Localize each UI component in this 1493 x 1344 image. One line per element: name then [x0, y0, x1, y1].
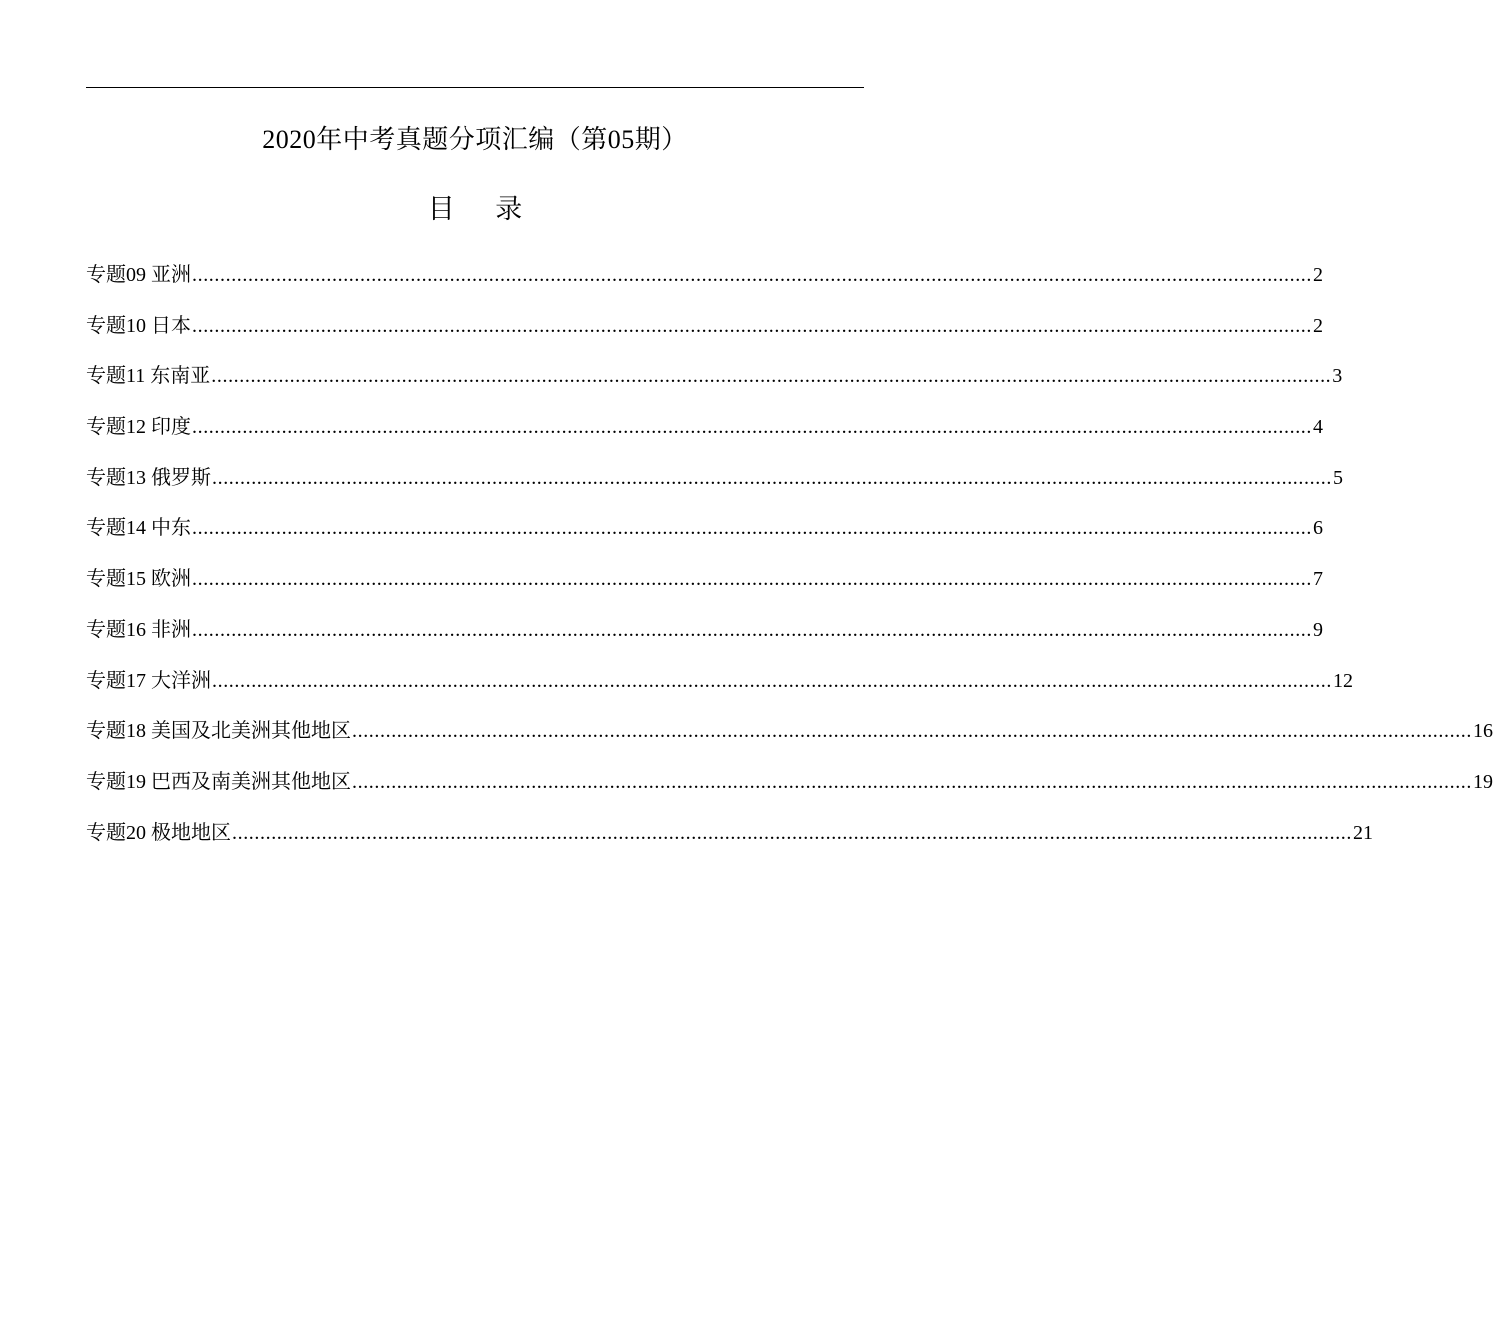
toc-leader-dots: ........................................................................................................................................................................................................ — [232, 821, 1352, 844]
toc-leader-dots: ........................................................................................................................................................................................................ — [192, 264, 1312, 286]
toc-page-number: 2 — [1313, 264, 1323, 286]
toc-leader-dots: ........................................................................................................................................................................................................ — [192, 568, 1312, 591]
toc-entry-label: 专题12 印度 — [86, 416, 191, 439]
toc-leader-dots: ........................................................................................................................................................................................................ — [212, 466, 1332, 489]
toc-page-number: 6 — [1313, 517, 1323, 540]
toc-page-number: 9 — [1313, 618, 1323, 641]
toc-entry-label: 专题19 巴西及南美洲其他地区 — [86, 770, 351, 793]
header-rule — [86, 87, 864, 88]
toc-entry-russia[interactable] — [86, 463, 1343, 514]
toc-entry-label: 专题20 极地地区 — [86, 821, 231, 844]
toc-leader-dots: ........................................................................................................................................................................................................ — [352, 720, 1472, 743]
toc-leader-dots: ........................................................................................................................................................................................................ — [212, 669, 1332, 692]
toc-entry-southeast-asia[interactable] — [86, 361, 1343, 412]
toc-entry-south-america[interactable] — [86, 767, 1493, 818]
toc-page-number: 4 — [1313, 416, 1323, 439]
toc-entry-asia[interactable] — [86, 260, 1323, 311]
toc-page-number: 3 — [1332, 365, 1343, 388]
toc-page-number: 16 — [1473, 720, 1493, 743]
toc-entry-polar-regions[interactable] — [86, 818, 1373, 869]
toc-page-number: 21 — [1353, 821, 1373, 844]
toc-leader-dots: ........................................................................................................................................................................................................ — [192, 314, 1312, 337]
toc-entry-label: 专题11 东南亚 — [86, 365, 211, 388]
toc-heading: 目 录 — [427, 194, 539, 225]
toc-entry-label: 专题17 大洋洲 — [86, 669, 211, 692]
table-of-contents — [86, 260, 1493, 868]
toc-entry-label: 专题09 亚洲 — [86, 264, 191, 286]
document-title: 2020年中考真题分项汇编（第05期） — [262, 125, 688, 154]
toc-entry-label: 专题10 日本 — [86, 314, 191, 337]
toc-entry-label: 专题13 俄罗斯 — [86, 466, 211, 489]
toc-entry-africa[interactable] — [86, 615, 1323, 666]
toc-entry-label: 专题14 中东 — [86, 517, 191, 540]
toc-entry-japan[interactable] — [86, 311, 1323, 362]
toc-leader-dots: ........................................................................................................................................................................................................ — [192, 517, 1312, 540]
toc-leader-dots: ........................................................................................................................................................................................................ — [211, 365, 1332, 388]
toc-entry-label: 专题16 非洲 — [86, 618, 191, 641]
toc-leader-dots: ........................................................................................................................................................................................................ — [192, 416, 1312, 439]
toc-page-number: 19 — [1473, 770, 1493, 793]
toc-entry-india[interactable] — [86, 412, 1323, 463]
toc-entry-label: 专题18 美国及北美洲其他地区 — [86, 720, 351, 743]
toc-entry-oceania[interactable] — [86, 666, 1353, 717]
toc-leader-dots: ........................................................................................................................................................................................................ — [352, 770, 1472, 793]
toc-page-number: 12 — [1333, 669, 1353, 692]
toc-entry-north-america[interactable] — [86, 716, 1493, 767]
toc-page-number: 5 — [1333, 466, 1343, 489]
toc-entry-label: 专题15 欧洲 — [86, 568, 191, 591]
toc-entry-europe[interactable] — [86, 564, 1323, 615]
toc-entry-middle-east[interactable] — [86, 513, 1323, 564]
toc-leader-dots: ........................................................................................................................................................................................................ — [192, 618, 1312, 641]
toc-page-number: 2 — [1313, 314, 1323, 337]
toc-page-number: 7 — [1313, 568, 1323, 591]
